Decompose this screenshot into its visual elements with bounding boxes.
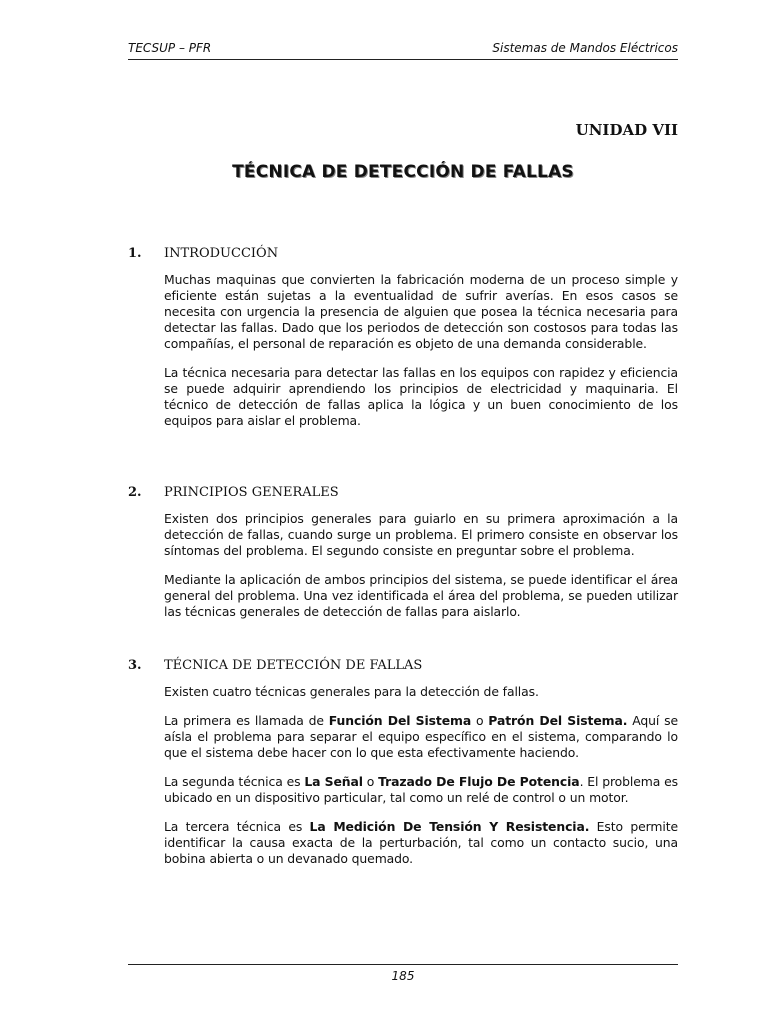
text-run: La tercera técnica es <box>164 819 310 834</box>
section-title: TÉCNICA DE DETECCIÓN DE FALLAS <box>164 658 423 673</box>
paragraph: Mediante la aplicación de ambos principios del sistema, se puede identificar el área general del problema. Una vez identificada el área del problema, se pueden utilizar las técnicas generales de detección de fallas para aislarlo. <box>164 572 678 619</box>
bold-term: Patrón Del Sistema. <box>488 713 628 728</box>
section-heading <box>128 485 678 501</box>
page-title: TÉCNICA DE DETECCIÓN DE FALLAS <box>232 162 574 182</box>
header-left: TECSUP – PFR <box>128 41 212 55</box>
text-run: . El problema es ubicado en un dispositivo particular, tal como un relé de control o un motor. <box>164 774 679 805</box>
paragraph: Existen cuatro técnicas generales para la detección de fallas. <box>164 684 539 699</box>
paragraph <box>164 774 678 806</box>
unit-label: UNIDAD VII <box>575 121 678 139</box>
section-tecnica-deteccion <box>128 658 678 879</box>
bold-term: La Medición De Tensión Y Resistencia. <box>309 819 590 834</box>
section-principios-generales <box>128 485 678 632</box>
paragraph <box>164 713 678 761</box>
section-title: INTRODUCCIÓN <box>164 246 279 261</box>
section-heading <box>128 658 678 674</box>
section-title: PRINCIPIOS GENERALES <box>164 485 339 500</box>
header-right: Sistemas de Mandos Eléctricos <box>492 41 678 55</box>
text-run: La segunda técnica es <box>164 774 305 789</box>
paragraph: Existen dos principios generales para guiarlo en su primera aproximación a la detección de fallas, cuando surge un problema. El primero consiste en observar los síntomas del problema. El segundo consiste en preguntar sobre el problema. <box>164 511 678 558</box>
bold-term: Trazado De Flujo De Potencia <box>378 774 580 789</box>
section-heading <box>128 246 678 262</box>
paragraph: Muchas maquinas que convierten la fabricación moderna de un proceso simple y eficiente están sujetas a la eventualidad de sufrir averías. En esos casos se necesita con urgencia la presencia de alguien que posea la técnica necesaria para detectar las fallas. Dado que los periodos de detección son costosos para todas las compañías, el personal de reparación es objeto de una demanda considerable. <box>164 272 678 351</box>
text-run: o <box>471 713 489 728</box>
section-number: 1. <box>128 246 142 261</box>
page-number: 185 <box>391 969 415 983</box>
text-run: La primera es llamada de <box>164 713 329 728</box>
section-introduccion <box>128 246 678 441</box>
text-run: Aquí se aísla el problema para separar el equipo específico en el sistema, comparando lo que el sistema debe hacer con lo que esta efectivamente haciendo. <box>164 713 678 760</box>
page-header <box>128 41 678 60</box>
text-run: o <box>362 774 379 789</box>
paragraph <box>164 819 678 867</box>
text-run: Esto permite identificar la causa exacta de la perturbación, tal como un contacto sucio, una bobina abierta o un devanado quemado. <box>164 819 678 866</box>
section-number: 2. <box>128 485 142 500</box>
paragraph: La técnica necesaria para detectar las fallas en los equipos con rapidez y eficiencia se puede adquirir aprendiendo los principios de electricidad y maquinaria. El técnico de detección de fallas aplica la lógica y un buen conocimiento de los equipos para aislar el problema. <box>164 365 678 428</box>
section-number: 3. <box>128 658 142 673</box>
bold-term: Función Del Sistema <box>328 713 472 728</box>
page-footer <box>128 964 678 983</box>
bold-term: La Señal <box>304 774 363 789</box>
